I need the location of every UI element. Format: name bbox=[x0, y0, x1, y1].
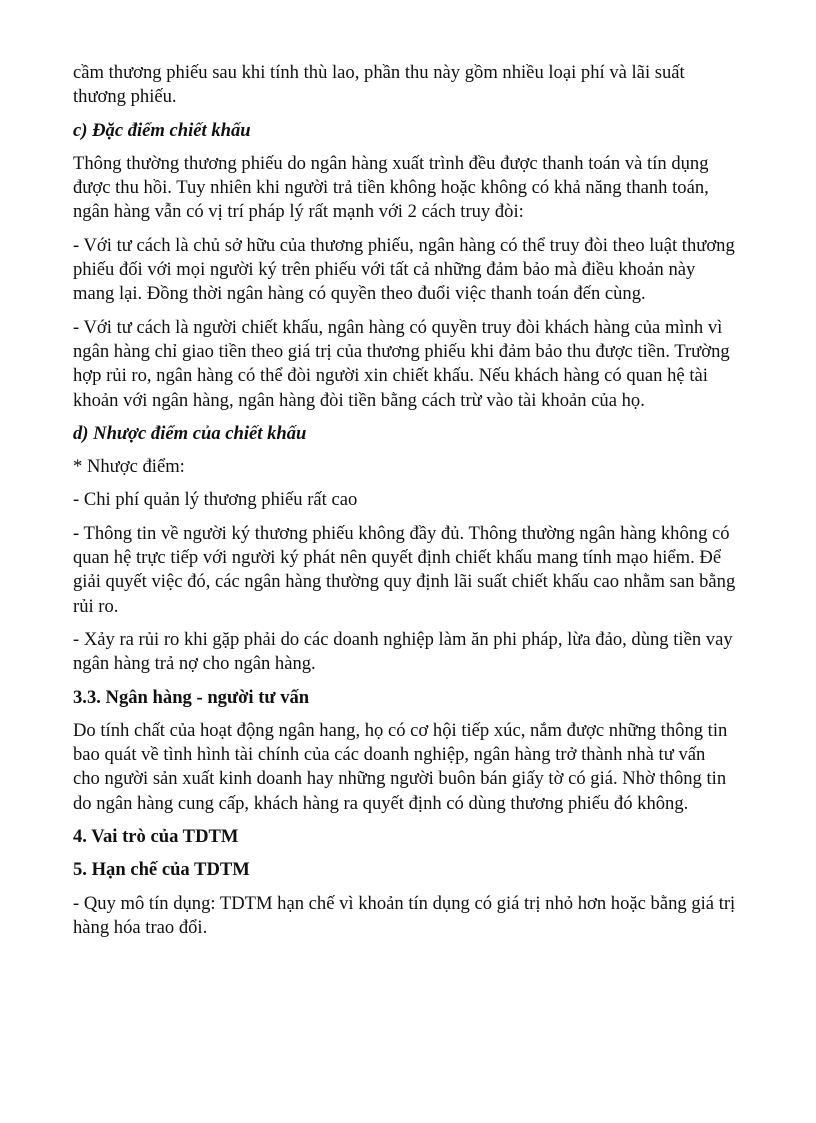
paragraph-5: - Quy mô tín dụng: TDTM hạn chế vì khoản tín dụng có giá trị nhỏ hơn hoặc bằng giá trị hàng hóa trao đổi. bbox=[73, 892, 736, 938]
heading-5: 5. Hạn chế của TDTM bbox=[73, 859, 250, 881]
paragraph-c3: - Với tư cách là người chiết khấu, ngân hàng có quyền truy đòi khách hàng của mình vì ngân hàng chỉ giao tiền theo giá trị của thương phiếu khi đảm bảo thu được tiền. Trường hợp rủi ro, ngân hàng có thể đòi người xin chiết khấu. Nếu khách hàng có quan hệ tài khoản với ngân hàng, ngân hàng đòi tiền bằng cách trừ vào tài khoản của họ. bbox=[73, 316, 730, 411]
paragraph-c2: - Với tư cách là chủ sở hữu của thương phiếu, ngân hàng có thể truy đòi theo luật thương phiếu đối với mọi người ký trên phiếu với tất cả những đảm bảo mà điều khoản này mang lại. Đồng thời ngân hàng có quyền theo đuổi việc thanh toán đến cùng. bbox=[73, 234, 735, 305]
paragraph-d3: - Xảy ra rủi ro khi gặp phải do các doanh nghiệp làm ăn phi pháp, lừa đảo, dùng tiền vay ngân hàng trả nợ cho ngân hàng. bbox=[73, 628, 733, 675]
heading-3-3: 3.3. Ngân hàng - người tư vấn bbox=[73, 686, 310, 708]
heading-4: 4. Vai trò của TDTM bbox=[73, 826, 239, 848]
paragraph-3-3: Do tính chất của hoạt động ngân hang, họ có cơ hội tiếp xúc, nắm được những thông tin bao quát về tình hình tài chính của các doanh nghiệp, ngân hàng trở thành nhà tư vấn cho người sản xuất kinh doanh hay những người buôn bán giấy tờ có giá. Nhờ thông tin do ngân hàng cung cấp, khách hàng ra quyết định có dùng thương phiếu đó không. bbox=[73, 719, 728, 814]
paragraph-d2: - Thông tin về người ký thương phiếu không đầy đủ. Thông thường ngân hàng không có quan hệ trực tiếp với người ký phát nên quyết định chiết khấu mang tính mạo hiểm. Để giải quyết việc đó, các ngân hàng thường quy định lãi suất chiết khấu cao nhằm san bằng rủi ro. bbox=[73, 522, 736, 617]
heading-c: c) Đặc điểm chiết khấu bbox=[73, 119, 251, 141]
heading-d: d) Nhược điểm của chiết khấu bbox=[73, 422, 307, 444]
paragraph-intro: cầm thương phiếu sau khi tính thù lao, phần thu này gồm nhiều loại phí và lãi suất thương phiếu. bbox=[73, 62, 685, 108]
paragraph-d0: * Nhược điểm: bbox=[73, 456, 185, 478]
paragraph-d1: - Chi phí quản lý thương phiếu rất cao bbox=[73, 489, 358, 511]
paragraph-c1: Thông thường thương phiếu do ngân hàng xuất trình đều được thanh toán và tín dụng được thu hồi. Tuy nhiên khi người trả tiền không hoặc không có khả năng thanh toán, ngân hàng vẫn có vị trí pháp lý rất mạnh với 2 cách truy đòi: bbox=[73, 152, 709, 223]
